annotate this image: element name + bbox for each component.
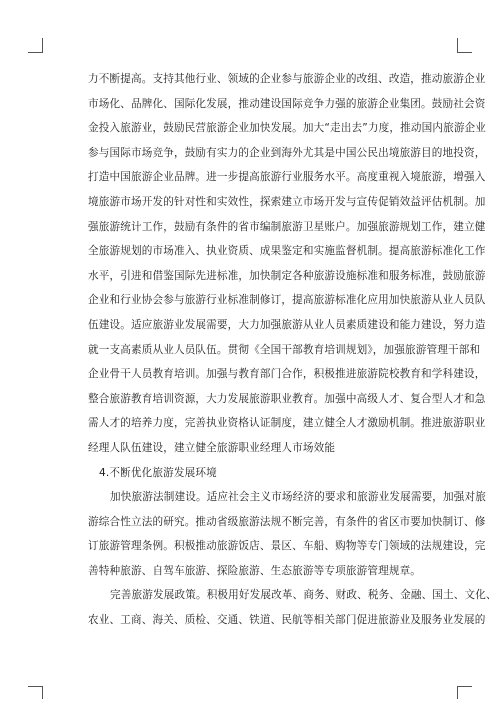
- text-line: 参与国际市场竞争，鼓励有实力的企业到海外尤其是中国公民出境旅游目的地投资，: [88, 146, 486, 159]
- text-line: 订旅游管理条例。积极推动旅游饭店、景区、车船、购物等专门领域的法规建设，完: [88, 540, 486, 553]
- text-line: 企业和行业协会参与旅游行业标准制修订，提高旅游标准化应用加快旅游从业人员队: [88, 294, 486, 307]
- text-line: 游综合性立法的研究。推动省级旅游法规不断完善，有条件的省区市要加快制订、修: [88, 515, 486, 528]
- text-line: 需人才的培养力度，完善执业资格认证制度，建立健全人才激励机制。推进旅游职业: [88, 417, 486, 430]
- paragraph-first-line: 加快旅游法制建设。适应社会主义市场经济的要求和旅游业发展需要，加强对旅: [110, 491, 487, 504]
- crop-mark-bottom-right: [457, 686, 472, 699]
- section-heading: 4.不断优化旅游发展环境: [99, 466, 217, 479]
- text-line: 整合旅游教育培训资源，大力发展旅游职业教育。加强中高级人才、复合型人才和急: [88, 392, 486, 405]
- text-line: 打造中国旅游企业品牌。进一步提高旅游行业服务水平。高度重视入境旅游，增强入: [88, 171, 486, 184]
- crop-mark-top-right: [457, 38, 472, 53]
- paragraph-first-line: 完善旅游发展政策。积极用好发展改革、商务、财政、税务、金融、国土、文化、: [110, 589, 497, 602]
- text-line: 境旅游市场开发的针对性和实效性，探索建立市场开发与宣传促销效益评估机制。加: [88, 195, 486, 208]
- crop-mark-top-left: [28, 38, 43, 53]
- text-line: 企业骨干人员教育培训。加强与教育部门合作，积极推进旅游院校教育和学科建设，: [88, 368, 486, 381]
- document-body: [88, 67, 497, 633]
- text-line: 力不断提高。支持其他行业、领域的企业参与旅游企业的改组、改造，推动旅游企业: [88, 73, 486, 85]
- text-line: 全旅游规划的市场准入、执业资质、成果鉴定和实施监督机制。提高旅游标准化工作: [88, 245, 486, 258]
- text-line: 农业、工商、海关、质检、交通、铁道、民航等相关部门促进旅游业及服务业发展的: [88, 614, 486, 627]
- text-line: 善特种旅游、自驾车旅游、探险旅游、生态旅游等专项旅游管理规章。: [88, 564, 422, 577]
- text-line: 金投入旅游业，鼓励民营旅游企业加快发展。加大“走出去”力度，推动国内旅游企业: [88, 122, 487, 135]
- text-line: 经理人队伍建设，建立健全旅游职业经理人市场效能: [88, 441, 336, 454]
- text-line: 伍建设。适应旅游业发展需要，大力加强旅游从业人员素质建设和能力建设，努力造: [88, 318, 486, 331]
- text-line: 强旅游统计工作，鼓励有条件的省市编制旅游卫星账户。加强旅游规划工作，建立健: [88, 220, 486, 233]
- crop-mark-bottom-left: [28, 686, 43, 699]
- text-line: 就一支高素质从业人员队伍。贯彻《全国干部教育培训规划》，加强旅游管理干部和: [88, 343, 481, 356]
- text-line: 水平，引进和借鉴国际先进标准，加快制定各种旅游设施标准和服务标准，鼓励旅游: [88, 269, 486, 282]
- text-line: 市场化、品牌化、国际化发展，推动建设国际竞争力强的旅游企业集团。鼓励社会资: [88, 97, 486, 110]
